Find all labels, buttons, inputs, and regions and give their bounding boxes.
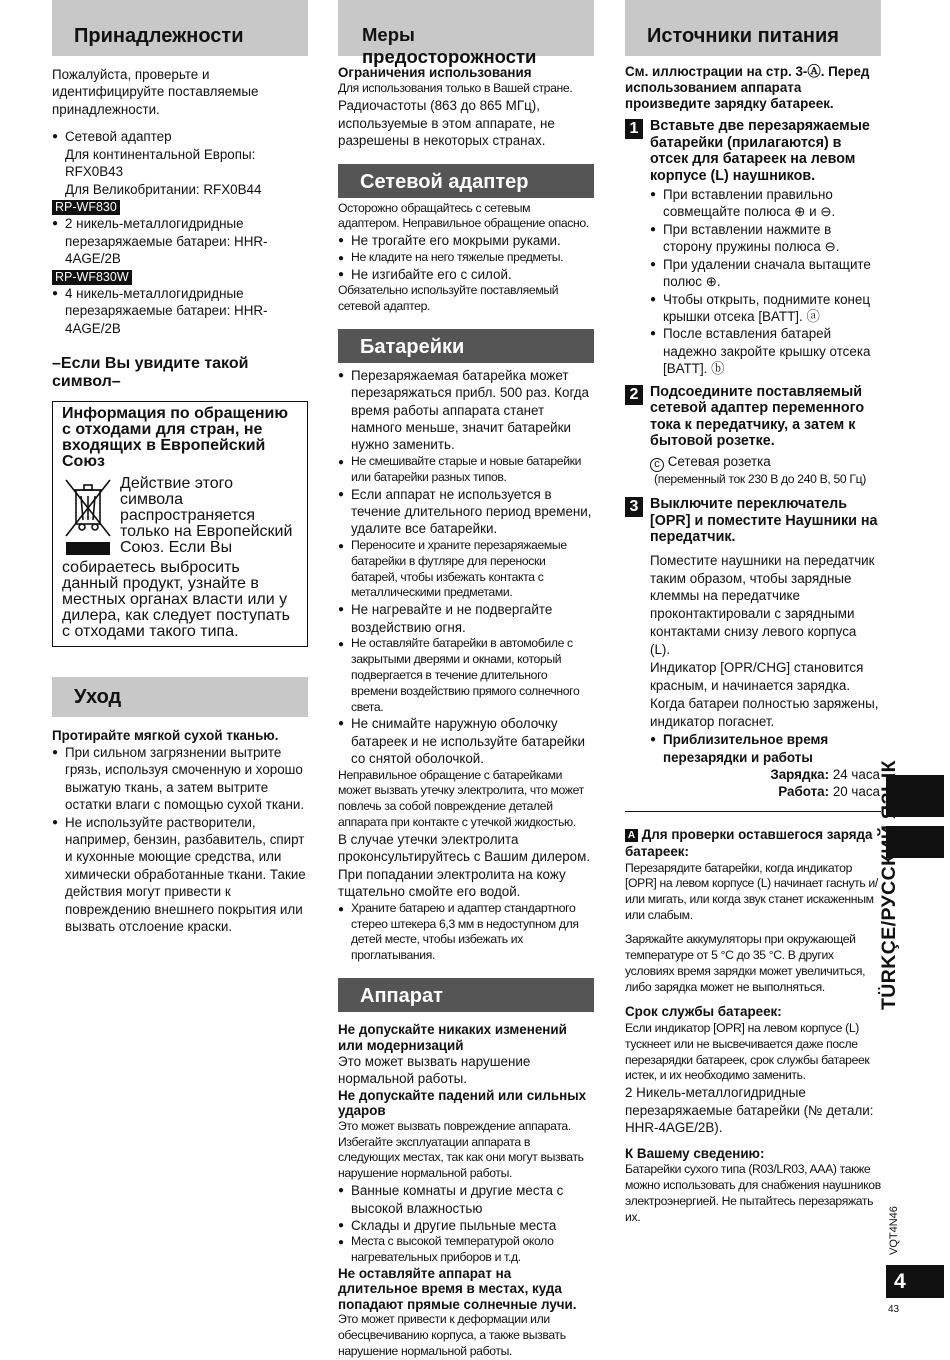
care-title: Уход <box>52 677 308 717</box>
charge-label: Зарядка: <box>770 766 830 782</box>
life-text2: 2 Никель-металлогидридные перезаряжаемые батарейки (№ детали: HHR-4AGE/2B). <box>625 1085 874 1136</box>
unit-list <box>338 1182 594 1266</box>
temp-text: Заряжайте аккумуляторы при окружающей температуре от 5 °С до 35 °С. В других условиях время зарядки может увеличиться, либо зарядка может не выполняться. <box>625 932 866 994</box>
page-number: 4 <box>886 1265 944 1298</box>
list-item: ● Места с высокой температурой около нагревательных приборов и т.д. <box>338 1234 594 1266</box>
leak-text2: В случае утечки электролита проконсультируйтесь с Вашим дилером. При попадании электролита на кожу тщательно смойте его водой. <box>338 832 591 900</box>
precautions-title: Меры предосторожности <box>338 0 594 56</box>
adapter-eu-code: RFX0B43 <box>65 164 124 180</box>
step-title: Вставьте две перезаряжаемые батарейки (прилагаются) в отсек для батареек на левом корпусе (L) наушников. <box>650 118 870 184</box>
step-number: 2 <box>625 385 643 405</box>
list-item: ● При вставлении нажмите в сторону пружины полюса ⊖. <box>650 221 881 256</box>
unit-title: Аппарат <box>338 978 594 1012</box>
charge-value: 24 часа <box>832 766 880 782</box>
waste-title: Информация по обращению с отходами для стран, не входящих в Европейский Союз <box>62 404 289 470</box>
socket-note: (переменный ток 230 В до 240 В, 50 Гц) <box>654 472 866 487</box>
list-item: ● Не нагревайте и не подвергайте воздействию огня. <box>338 601 594 636</box>
adapter-uk: Для Великобритании: RFX0B44 <box>65 181 262 197</box>
work-value: 20 часа <box>832 784 880 800</box>
page-number-small: 43 <box>888 1304 900 1315</box>
step-number: 3 <box>625 497 643 517</box>
accessories-title: Принадлежности <box>52 0 308 56</box>
language-label: TÜRKÇE/РУССКИЙ ЯЗЫК <box>878 760 900 1010</box>
list-item: ● Не изгибайте его с силой. <box>338 266 594 283</box>
list-item: ● Если аппарат не используется в течение длительного период времени, удалите все батарейки. <box>338 486 594 538</box>
storage-list <box>338 901 594 964</box>
unit-text-1: Это может вызвать нарушение нормальной работы. <box>338 1054 531 1087</box>
list-item: ● После вставления батарей надежно закройте крышку отсека [BATT]. ⓑ <box>650 325 881 377</box>
column-power <box>625 0 881 1225</box>
list-item: ● При удалении сначала вытащите полюс ⊕. <box>650 256 881 291</box>
adapter-note: Обязательно используйте поставляемый сетевой адаптер. <box>338 282 559 313</box>
unit-heading-2: Не допускайте падений или сильных ударов <box>338 1087 587 1119</box>
step-1 <box>625 118 881 377</box>
callout-a-icon: A <box>625 829 638 842</box>
waste-text-side: Действие этого символа распространяется только на Европейский Союз. Если Вы <box>120 474 293 556</box>
list-item: ● Не смешивайте старые и новые батарейки или батарейки разных типов. <box>338 454 594 486</box>
step3-text2: Индикатор [OPR/CHG] становится красным, и начинается зарядка. <box>650 660 864 694</box>
list-item <box>52 128 308 198</box>
waste-text-rest: собираетесь выбросить данный продукт, узнайте в местных органах власти или у дилера, как следует поступать с отходами такого типа. <box>62 558 291 640</box>
limits-heading: Ограничения использования <box>338 65 532 80</box>
accessories-list <box>52 128 308 198</box>
unit-heading-1: Не допускайте никаких изменений или модернизаций <box>338 1022 567 1053</box>
step3-text3: Когда батареи полностью заряжены, индикатор погаснет. <box>650 696 879 730</box>
model-b-list <box>52 285 308 337</box>
step-3 <box>625 496 881 801</box>
work-row <box>650 783 880 800</box>
approx-label: ● Приблизительное время перезарядки и работы <box>650 731 880 766</box>
crossed-bin-icon <box>62 476 120 560</box>
check-text: Перезарядите батарейки, когда индикатор [OPR] на левом корпусе (L) начинает гаснуть и/или мигать, или когда звук станет искаженным или слабым. <box>625 860 878 923</box>
battery-check-section <box>625 811 881 1226</box>
adapter-title: Сетевой адаптер <box>338 164 594 198</box>
limits-line1: Для использования только в Вашей стране. <box>338 81 573 96</box>
adapter-intro: Осторожно обращайтесь с сетевым адаптером. Неправильное обращение опасно. <box>338 200 589 231</box>
step-title: Подсоедините поставляемый сетевой адаптер переменного тока к передатчику, а затем к бытовой розетке. <box>650 383 865 449</box>
unit-text-2: Это может вызвать повреждение аппарата. Избегайте эксплуатации аппарата в следующих местах, так как они могут вызвать нарушение нормальной работы. <box>338 1118 584 1181</box>
info-title: К Вашему сведению: <box>625 1145 765 1161</box>
charge-row <box>650 766 880 783</box>
list-item: ● Переносите и храните перезаряжаемые батарейки в футляре для переноски батарей, чтобы избежать контакта с металлическими предметами. <box>338 538 594 601</box>
power-intro: См. иллюстрации на стр. 3-Ⓐ. Перед использованием аппарата произведите зарядку батареек. <box>625 64 870 112</box>
column-accessories <box>52 0 308 936</box>
symbol-heading: –Если Вы увидите такой символ– <box>52 355 249 390</box>
callout-c-icon: c <box>650 458 664 472</box>
adapter-eu-label: Для континентальной Европы: <box>65 146 256 162</box>
info-text: Батарейки сухого типа (R03/LR03, AAA) также можно использовать для снабжения наушников электроэнергией. Не пытайтесь перезаряжать их. <box>625 1162 881 1224</box>
list-item: ● 2 никель-металлогидридные перезаряжаемые батареи: HHR-4AGE/2B <box>52 215 308 267</box>
column-precautions <box>338 0 594 1360</box>
leak-text: Неправильное обращение с батарейками может вызвать утечку электролита, что может повлечь за собой повреждение деталей аппарата при контакте с утечкой жидкостью. <box>338 767 584 830</box>
list-item: ● Не трогайте его мокрыми руками. <box>338 232 594 249</box>
life-text: Если индикатор [OPR] на левом корпусе (L) тускнеет или не высвечивается даже после перезарядки батареек, срок службы батареек истек, и их необходимо заменить. <box>625 1020 870 1083</box>
step1-list <box>650 186 881 378</box>
list-item: ● Склады и другие пыльные места <box>338 1217 594 1234</box>
life-title: Срок службы батареек: <box>625 1004 782 1020</box>
work-label: Работа: <box>778 784 830 800</box>
list-item: ● При сильном загрязнении вытрите грязь, используя смоченную и хорошо выжатую ткань, а затем вытрите остатки влаги с помощью сухой ткани. <box>52 744 308 814</box>
power-title: Источники питания <box>625 0 881 56</box>
check-title: Для проверки оставшегося заряда батареек: <box>625 826 873 860</box>
adapter-list <box>338 232 594 283</box>
list-item: ● 4 никель-металлогидридные перезаряжаемые батареи: HHR-4AGE/2B <box>52 285 308 337</box>
care-list <box>52 744 308 936</box>
step-2 <box>625 384 881 489</box>
list-item: ● Чтобы открыть, поднимите конец крышки отсека [BATT]. ⓐ <box>650 291 881 326</box>
step3-text: Поместите наушники на передатчик таким образом, чтобы зарядные клеммы на передатчике проконтактировали с зарядными контактами снизу левого корпуса (L). <box>650 552 875 658</box>
socket-label: Сетевая розетка <box>667 454 771 470</box>
list-item: ● При вставлении правильно совмещайте полюса ⊕ и ⊖. <box>650 186 881 221</box>
model-tag-b: RP-WF830W <box>52 270 132 285</box>
batteries-title: Батарейки <box>338 329 594 363</box>
doc-code: VQT4N46 <box>888 1206 900 1255</box>
limits-line2: Радиочастоты (863 до 865 МГц), используемые в этом аппарате, не разрешены в некоторых странах. <box>338 98 555 149</box>
unit-text-3: Это может привести к деформации или обесцвечиванию корпуса, а также вызвать нарушение нормальной работы. <box>338 1312 566 1359</box>
model-tag-a: RP-WF830 <box>52 200 120 215</box>
accessories-intro: Пожалуйста, проверьте и идентифицируйте поставляемые принадлежности. <box>52 67 259 117</box>
model-a-list <box>52 215 308 267</box>
list-item: ● Храните батарею и адаптер стандартного стерео штекера 6,3 мм в недоступном для детей месте, чтобы избежать их проглатывания. <box>338 901 594 964</box>
unit-heading-3: Не оставляйте аппарат на длительное время в местах, куда попадают прямые солнечные лучи. <box>338 1266 577 1312</box>
step-title: Выключите переключатель [OPR] и поместите Наушники на передатчик. <box>650 496 878 546</box>
list-item: ● Не кладите на него тяжелые предметы. <box>338 250 594 266</box>
waste-info-box <box>52 401 308 647</box>
adapter-item: Сетевой адаптер <box>65 129 172 145</box>
list-item: ● Не используйте растворители, например, бензин, разбавитель, спирт и кухонные моющие средства, или химически обработанные ткани. Такие действия могут привести к повреждению внешнего покрытия или вызвать отслоение краски. <box>52 814 308 936</box>
step-number: 1 <box>625 119 643 139</box>
list-item: ● Ванные комнаты и другие места с высокой влажностью <box>338 1182 594 1217</box>
list-item: ● Не снимайте наружную оболочку батареек и не используйте батарейки со снятой оболочкой. <box>338 715 594 767</box>
list-item: ● Не оставляйте батарейки в автомобиле с закрытыми дверями и окнами, который подвергается в течение длительного времени воздействию прямого солнечного света. <box>338 636 594 715</box>
approx-list <box>650 731 880 766</box>
list-item: ● Перезаряжаемая батарейка может перезаряжаться прибл. 500 раз. Когда время работы аппарата станет намного меньше, значит батарейки нужно заменить. <box>338 367 594 454</box>
care-subtitle: Протирайте мягкой сухой тканью. <box>52 727 279 743</box>
batteries-list <box>338 367 594 768</box>
